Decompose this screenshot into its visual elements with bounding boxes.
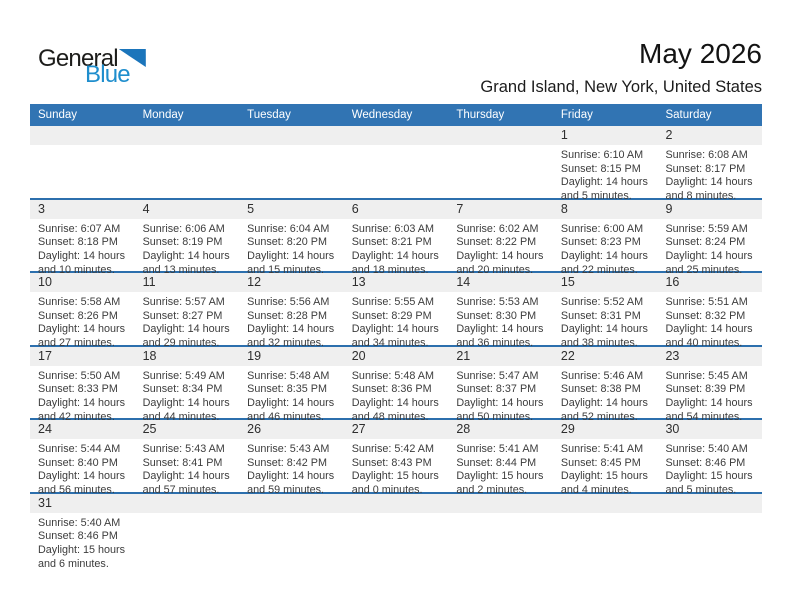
day-number: 1	[560, 128, 568, 142]
weeks-container	[30, 126, 762, 568]
sunrise-text: Sunrise: 5:44 AM	[38, 443, 121, 455]
day-cell	[239, 292, 344, 351]
day-cell	[30, 513, 135, 572]
daylight-text-line1: Daylight: 14 hours	[247, 470, 335, 483]
day-number: 15	[560, 275, 575, 289]
day-cell	[30, 292, 135, 351]
day-number: 14	[456, 275, 471, 289]
day-cell	[344, 219, 449, 278]
daylight-text-line1: Daylight: 14 hours	[247, 249, 335, 262]
sunrise-text: Sunrise: 5:42 AM	[351, 443, 434, 455]
sunrise-text: Sunrise: 6:03 AM	[351, 222, 434, 235]
sunrise-text: Sunrise: 5:41 AM	[560, 443, 644, 455]
daylight-text-line1: Daylight: 14 hours	[142, 249, 230, 262]
day-number: 11	[142, 275, 156, 289]
sunset-text: Sunset: 8:46 PM	[38, 530, 118, 543]
sunset-text: Sunset: 8:19 PM	[142, 236, 223, 249]
daylight-text-line1: Daylight: 14 hours	[38, 249, 126, 262]
month-calendar	[30, 104, 762, 568]
daylight-text-line2: and 57 minutes.	[142, 484, 220, 497]
day-cell	[448, 219, 553, 278]
daylight-text-line1: Daylight: 14 hours	[560, 176, 648, 189]
day-number: 16	[665, 275, 680, 289]
week-row	[30, 126, 762, 203]
daylight-text-line2: and 46 minutes.	[247, 410, 324, 423]
day-cell	[239, 219, 344, 278]
page-subtitle: Grand Island, New York, United States	[480, 78, 762, 96]
weekday-thursday: Thursday	[456, 109, 505, 121]
day-number: 13	[351, 275, 366, 289]
day-number: 18	[142, 348, 157, 363]
day-number: 8	[560, 201, 568, 216]
weekday-monday: Monday	[142, 109, 184, 121]
sunset-text: Sunset: 8:41 PM	[142, 456, 223, 469]
sunrise-text: Sunrise: 5:53 AM	[456, 296, 539, 308]
daylight-text-line2: and 54 minutes.	[665, 410, 743, 423]
daylight-text-line2: and 25 minutes.	[665, 263, 743, 276]
empty-day-cell	[448, 145, 553, 204]
daylight-text-line2: and 32 minutes.	[247, 337, 324, 350]
daylight-text-line1: Daylight: 14 hours	[456, 396, 544, 409]
day-number: 6	[351, 201, 359, 216]
empty-day-number	[239, 494, 344, 513]
sunrise-text: Sunrise: 5:43 AM	[247, 443, 330, 455]
day-number: 23	[665, 348, 680, 363]
sunrise-text: Sunrise: 6:04 AM	[247, 222, 330, 235]
day-number: 28	[456, 422, 471, 436]
sunset-text: Sunset: 8:46 PM	[665, 456, 746, 469]
sunset-text: Sunset: 8:37 PM	[456, 383, 537, 396]
sunrise-text: Sunrise: 6:02 AM	[456, 222, 539, 235]
daylight-text-line2: and 15 minutes.	[247, 263, 324, 276]
sunset-text: Sunset: 8:22 PM	[456, 236, 537, 249]
week-row	[30, 420, 762, 497]
sunset-text: Sunset: 8:30 PM	[456, 309, 537, 322]
weekday-sunday: Sunday	[38, 109, 78, 121]
sunset-text: Sunset: 8:34 PM	[142, 383, 223, 396]
sunset-text: Sunset: 8:33 PM	[38, 383, 118, 396]
empty-day-cell	[30, 145, 135, 204]
sunrise-text: Sunrise: 5:56 AM	[247, 296, 330, 308]
sunrise-text: Sunrise: 5:48 AM	[351, 369, 434, 382]
day-cell	[657, 439, 762, 498]
weekday-friday: Friday	[560, 109, 593, 121]
day-cell	[344, 366, 449, 425]
daylight-text-line1: Daylight: 14 hours	[38, 470, 126, 483]
sunrise-text: Sunrise: 5:51 AM	[665, 296, 748, 308]
empty-day-number	[344, 494, 449, 513]
week-body	[30, 513, 762, 572]
daylight-text-line2: and 4 minutes.	[560, 484, 632, 497]
day-cell	[553, 366, 658, 425]
day-cell	[657, 366, 762, 425]
day-number: 9	[665, 201, 673, 216]
sunset-text: Sunset: 8:40 PM	[38, 456, 118, 469]
daylight-text-line2: and 52 minutes.	[560, 410, 638, 423]
week-row	[30, 347, 762, 421]
daylight-text-line1: Daylight: 14 hours	[142, 323, 230, 336]
daylight-text-line2: and 18 minutes.	[351, 263, 429, 276]
daylight-text-line2: and 0 minutes.	[351, 484, 423, 497]
day-cell	[657, 292, 762, 351]
empty-day-cell	[239, 513, 344, 572]
day-number: 4	[142, 201, 150, 216]
empty-day-cell	[448, 513, 553, 572]
empty-day-cell	[135, 513, 240, 572]
daylight-text-line1: Daylight: 14 hours	[560, 396, 648, 409]
daylight-text-line1: Daylight: 14 hours	[351, 323, 439, 336]
week-body	[30, 366, 762, 425]
day-cell	[553, 439, 658, 498]
day-number-band	[30, 200, 762, 219]
day-cell	[135, 366, 240, 425]
day-cell	[657, 219, 762, 278]
sunset-text: Sunset: 8:45 PM	[560, 456, 641, 469]
daylight-text-line1: Daylight: 14 hours	[38, 323, 126, 336]
sunset-text: Sunset: 8:24 PM	[665, 236, 746, 249]
daylight-text-line2: and 59 minutes.	[247, 484, 324, 497]
daylight-text-line2: and 13 minutes.	[142, 263, 220, 276]
sunset-text: Sunset: 8:27 PM	[142, 309, 223, 322]
sunset-text: Sunset: 8:44 PM	[456, 456, 537, 469]
daylight-text-line1: Daylight: 15 hours	[38, 543, 126, 556]
daylight-text-line2: and 48 minutes.	[351, 410, 429, 423]
sunrise-text: Sunrise: 5:57 AM	[142, 296, 225, 308]
daylight-text-line1: Daylight: 14 hours	[665, 323, 753, 336]
day-cell	[448, 366, 553, 425]
daylight-text-line2: and 50 minutes.	[456, 410, 534, 423]
sunrise-text: Sunrise: 5:55 AM	[351, 296, 434, 308]
empty-day-cell	[657, 513, 762, 572]
sunrise-text: Sunrise: 6:07 AM	[38, 222, 121, 235]
daylight-text-line1: Daylight: 14 hours	[247, 323, 335, 336]
daylight-text-line1: Daylight: 14 hours	[560, 249, 648, 262]
sunrise-text: Sunrise: 5:41 AM	[456, 443, 539, 455]
daylight-text-line2: and 56 minutes.	[38, 484, 115, 497]
sunrise-text: Sunrise: 5:50 AM	[38, 369, 121, 382]
daylight-text-line1: Daylight: 14 hours	[142, 470, 230, 483]
sunrise-text: Sunrise: 6:08 AM	[665, 149, 748, 161]
day-cell	[30, 219, 135, 278]
day-number: 26	[247, 422, 262, 436]
sunset-text: Sunset: 8:29 PM	[351, 309, 432, 322]
day-cell	[657, 145, 762, 204]
weekday-header-row	[30, 104, 762, 126]
daylight-text-line2: and 27 minutes.	[38, 337, 115, 350]
week-body	[30, 439, 762, 498]
day-cell	[553, 145, 658, 204]
day-number: 27	[351, 422, 366, 436]
day-number: 21	[456, 348, 471, 363]
empty-day-number	[30, 126, 135, 145]
daylight-text-line1: Daylight: 14 hours	[456, 249, 544, 262]
day-number: 24	[38, 422, 52, 436]
sunrise-text: Sunrise: 5:47 AM	[456, 369, 539, 382]
daylight-text-line2: and 5 minutes.	[560, 190, 632, 203]
weekday-wednesday: Wednesday	[351, 109, 413, 121]
day-cell	[239, 366, 344, 425]
empty-day-cell	[135, 145, 240, 204]
day-cell	[135, 292, 240, 351]
weekday-tuesday: Tuesday	[247, 109, 291, 121]
empty-day-cell	[239, 145, 344, 204]
empty-day-number	[135, 494, 240, 513]
daylight-text-line1: Daylight: 14 hours	[351, 249, 439, 262]
daylight-text-line1: Daylight: 14 hours	[560, 323, 648, 336]
daylight-text-line1: Daylight: 14 hours	[142, 396, 230, 409]
daylight-text-line2: and 5 minutes.	[665, 484, 737, 497]
daylight-text-line1: Daylight: 15 hours	[351, 470, 439, 483]
week-row	[30, 494, 762, 568]
sunset-text: Sunset: 8:28 PM	[247, 309, 327, 322]
sunset-text: Sunset: 8:35 PM	[247, 383, 327, 396]
sunset-text: Sunset: 8:43 PM	[351, 456, 432, 469]
sunset-text: Sunset: 8:15 PM	[560, 162, 641, 175]
general-blue-logo	[38, 47, 146, 86]
empty-day-number	[448, 494, 553, 513]
sunset-text: Sunset: 8:26 PM	[38, 309, 118, 322]
day-number: 30	[665, 422, 680, 436]
sunrise-text: Sunrise: 5:48 AM	[247, 369, 330, 382]
daylight-text-line2: and 20 minutes.	[456, 263, 534, 276]
sunset-text: Sunset: 8:21 PM	[351, 236, 432, 249]
daylight-text-line2: and 22 minutes.	[560, 263, 638, 276]
sunset-text: Sunset: 8:17 PM	[665, 162, 746, 175]
sunset-text: Sunset: 8:36 PM	[351, 383, 432, 396]
day-cell	[553, 292, 658, 351]
daylight-text-line1: Daylight: 15 hours	[665, 470, 753, 483]
sunset-text: Sunset: 8:23 PM	[560, 236, 641, 249]
daylight-text-line1: Daylight: 14 hours	[351, 396, 439, 409]
day-cell	[448, 292, 553, 351]
empty-day-number	[239, 126, 344, 145]
empty-day-cell	[344, 145, 449, 204]
week-body	[30, 292, 762, 351]
logo-text-general: General	[38, 45, 118, 72]
day-number: 20	[351, 348, 366, 363]
daylight-text-line2: and 10 minutes.	[38, 263, 115, 276]
day-cell	[135, 219, 240, 278]
empty-day-cell	[344, 513, 449, 572]
daylight-text-line1: Daylight: 14 hours	[665, 249, 753, 262]
day-cell	[344, 439, 449, 498]
sunrise-text: Sunrise: 6:10 AM	[560, 149, 644, 161]
week-body	[30, 145, 762, 204]
sunrise-text: Sunrise: 6:00 AM	[560, 222, 644, 235]
page-title: May 2026	[639, 38, 762, 69]
sunrise-text: Sunrise: 5:46 AM	[560, 369, 644, 382]
daylight-text-line1: Daylight: 14 hours	[456, 323, 544, 336]
sunrise-text: Sunrise: 5:59 AM	[665, 222, 748, 235]
day-cell	[30, 366, 135, 425]
sunset-text: Sunset: 8:38 PM	[560, 383, 641, 396]
day-cell	[553, 219, 658, 278]
day-number-band	[30, 494, 762, 513]
daylight-text-line1: Daylight: 14 hours	[665, 396, 753, 409]
sunrise-text: Sunrise: 5:58 AM	[38, 296, 121, 308]
daylight-text-line1: Daylight: 14 hours	[38, 396, 126, 409]
sunset-text: Sunset: 8:31 PM	[560, 309, 641, 322]
sunrise-text: Sunrise: 5:52 AM	[560, 296, 644, 308]
sunrise-text: Sunrise: 6:06 AM	[142, 222, 225, 235]
sunrise-text: Sunrise: 5:45 AM	[665, 369, 748, 382]
sunrise-text: Sunrise: 5:49 AM	[142, 369, 225, 382]
day-cell	[135, 439, 240, 498]
daylight-text-line1: Daylight: 15 hours	[560, 470, 648, 483]
daylight-text-line2: and 44 minutes.	[142, 410, 220, 423]
day-number: 19	[247, 348, 262, 363]
empty-day-number	[448, 126, 553, 145]
daylight-text-line2: and 42 minutes.	[38, 410, 115, 423]
daylight-text-line2: and 40 minutes.	[665, 337, 743, 350]
title-block	[480, 39, 762, 97]
sunset-text: Sunset: 8:39 PM	[665, 383, 746, 396]
day-cell	[30, 439, 135, 498]
day-number-band	[30, 126, 762, 145]
day-number: 29	[560, 422, 575, 436]
empty-day-cell	[553, 513, 658, 572]
sunset-text: Sunset: 8:20 PM	[247, 236, 327, 249]
day-cell	[239, 439, 344, 498]
daylight-text-line2: and 36 minutes.	[456, 337, 534, 350]
day-number: 17	[38, 348, 52, 363]
week-row	[30, 273, 762, 350]
sunset-text: Sunset: 8:42 PM	[247, 456, 327, 469]
day-number: 12	[247, 275, 262, 289]
daylight-text-line2: and 34 minutes.	[351, 337, 429, 350]
empty-day-number	[553, 494, 658, 513]
daylight-text-line1: Daylight: 14 hours	[247, 396, 335, 409]
day-number: 3	[38, 201, 45, 216]
day-cell	[448, 439, 553, 498]
sunset-text: Sunset: 8:32 PM	[665, 309, 746, 322]
daylight-text-line1: Daylight: 15 hours	[456, 470, 544, 483]
week-body	[30, 219, 762, 278]
daylight-text-line2: and 6 minutes.	[38, 557, 109, 570]
day-number-band	[30, 347, 762, 366]
day-number: 31	[38, 495, 52, 510]
daylight-text-line2: and 29 minutes.	[142, 337, 220, 350]
sunset-text: Sunset: 8:18 PM	[38, 236, 118, 249]
day-number: 10	[38, 275, 52, 289]
weekday-saturday: Saturday	[665, 109, 712, 121]
week-row	[30, 200, 762, 274]
daylight-text-line2: and 2 minutes.	[456, 484, 528, 497]
day-number: 25	[142, 422, 157, 436]
day-number: 7	[456, 201, 464, 216]
day-number: 2	[665, 128, 673, 142]
empty-day-number	[135, 126, 240, 145]
day-number: 22	[560, 348, 575, 363]
day-cell	[344, 292, 449, 351]
daylight-text-line2: and 38 minutes.	[560, 337, 638, 350]
sunrise-text: Sunrise: 5:43 AM	[142, 443, 225, 455]
empty-day-number	[657, 494, 762, 513]
sunrise-text: Sunrise: 5:40 AM	[665, 443, 748, 455]
logo-text-blue: Blue	[85, 61, 130, 88]
day-number: 5	[247, 201, 255, 216]
daylight-text-line2: and 8 minutes.	[665, 190, 737, 203]
daylight-text-line1: Daylight: 14 hours	[665, 176, 753, 189]
day-number-band	[30, 273, 762, 292]
day-number-band	[30, 420, 762, 439]
sunrise-text: Sunrise: 5:40 AM	[38, 516, 121, 529]
empty-day-number	[344, 126, 449, 145]
